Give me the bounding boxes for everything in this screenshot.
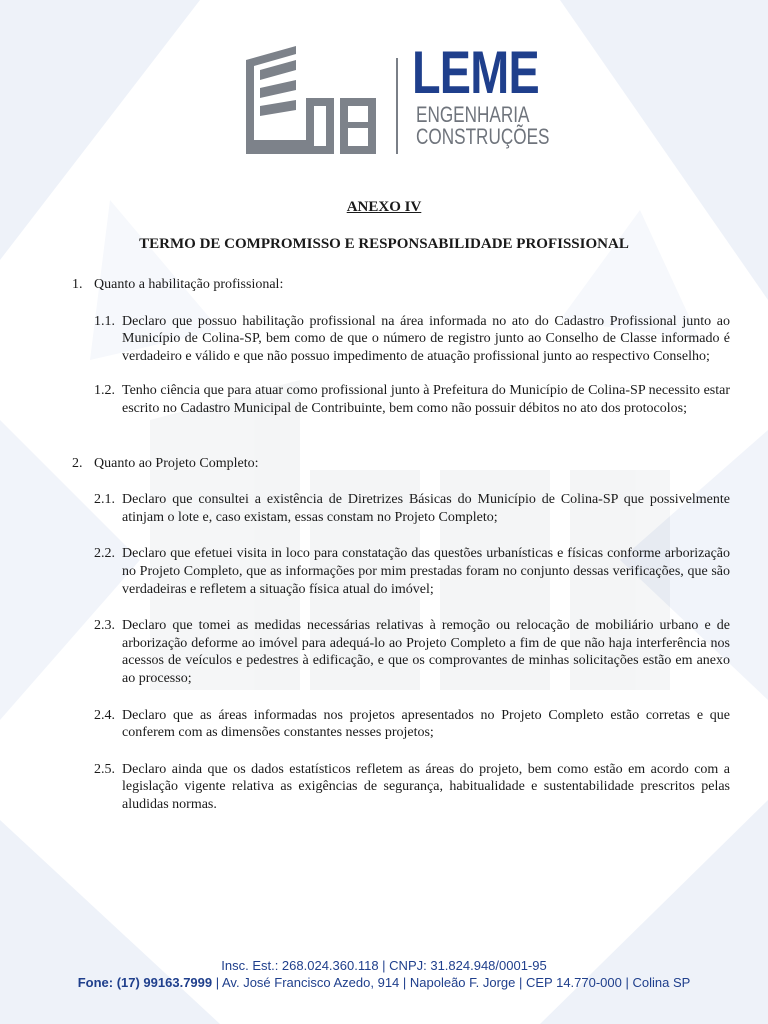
- section-title: Quanto a habilitação profissional:: [94, 277, 284, 292]
- clause-number: 2.1.: [94, 492, 115, 508]
- clause-number: 2.4.: [94, 707, 115, 723]
- clause-text: Declaro que possuo habilitação profissional na área informada no ato do Cadastro Profissional junto ao Município de Colina-SP, bem como de que o número de registro junto ao Conselho de Classe informado é verdadeiro e válido e que não possuo impedimento de atuação profissional junto ao respectivo Conselho;: [122, 313, 730, 364]
- building-logo-icon: [246, 46, 378, 154]
- brand-subtitle-engenharia: ENGENHARIA: [416, 102, 530, 127]
- clause-text: Declaro que consultei a existência de Diretrizes Básicas do Município de Colina-SP que possivelmente atinjam o lote e, caso existam, essas constam no Projeto Completo;: [122, 492, 730, 525]
- clause-text: Declaro ainda que os dados estatísticos refletem as áreas do projeto, bem como estão em acordo com a legislação vigente relativa as exigências de segurança, habitualidade e sustentabilidade prescritos pelas aludidas normas.: [122, 761, 730, 812]
- clause-text: Tenho ciência que para atuar como profissional junto à Prefeitura do Município de Colina-SP necessito estar escrito no Cadastro Municipal de Contribuinte, bem como não possuir débitos no ato dos protocolos;: [122, 383, 730, 416]
- clause-item: [94, 545, 730, 598]
- document-body: [72, 276, 730, 813]
- section-heading: [72, 276, 730, 294]
- clause-item: [94, 707, 730, 742]
- document-title: TERMO DE COMPROMISSO E RESPONSABILIDADE PROFISSIONAL: [139, 236, 629, 252]
- clause-number: 2.2.: [94, 546, 115, 562]
- section-heading: [72, 455, 730, 473]
- clause-item: [94, 491, 730, 526]
- clause-item: [94, 382, 730, 417]
- clause-item: [94, 313, 730, 366]
- brand-name: LEME: [412, 39, 539, 106]
- footer-registration: Insc. Est.: 268.024.360.118 | CNPJ: 31.824.948/0001-95: [221, 958, 547, 973]
- section-title: Quanto ao Projeto Completo:: [94, 455, 259, 471]
- clause-number: 2.5.: [94, 761, 115, 777]
- footer-contact: [0, 975, 768, 990]
- clause-number: 1.1.: [94, 313, 115, 329]
- footer-phone: Fone: (17) 99163.7999: [77, 975, 213, 990]
- brand-subtitle-construcoes: CONSTRUÇÕES: [416, 124, 550, 149]
- section-number: 2.: [72, 455, 83, 471]
- clause-text: Declaro que as áreas informadas nos projetos apresentados no Projeto Completo estão corretas e que conferem com as dimensões constantes nesses projetos;: [122, 707, 730, 741]
- logo-divider: [396, 58, 398, 154]
- clause-number: 2.3.: [94, 618, 115, 634]
- annex-heading: ANEXO IV: [346, 199, 422, 215]
- clause-text: Declaro que tomei as medidas necessárias relativas à remoção ou relocação de mobiliário urbano e de arborização deforme ao imóvel para adequá-lo ao Projeto Completo a fim de que não haja interferência nos acessos de veículos e pedestres à edificação, e que os comprovantes de minhas solicitações estão em anexo ao processo;: [122, 618, 730, 686]
- clause-item: [94, 761, 730, 814]
- section-number: 1.: [72, 277, 83, 292]
- clause-number: 1.2.: [94, 383, 115, 399]
- clause-item: [94, 617, 730, 687]
- clause-text: Declaro que efetuei visita in loco para constatação das questões urbanísticas e físicas conforme arborização no Projeto Completo, que as informações por mim prestadas foram no conjunto dessas verificações, que são verdadeiras e refletem a situação física atual do imóvel;: [122, 546, 730, 597]
- footer-address: | Av. José Francisco Azedo, 914 | Napoleão F. Jorge | CEP 14.770-000 | Colina SP: [212, 975, 691, 990]
